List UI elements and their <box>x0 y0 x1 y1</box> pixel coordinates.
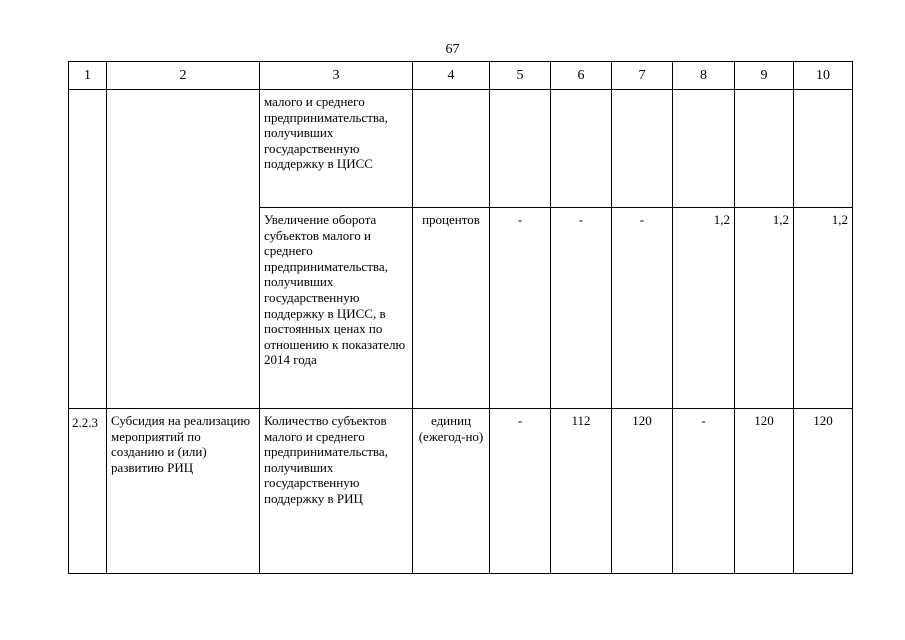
header-cell: 7 <box>612 62 673 90</box>
header-cell: 2 <box>107 62 260 90</box>
header-cell: 4 <box>413 62 490 90</box>
value-cell <box>673 90 735 208</box>
header-cell: 6 <box>551 62 612 90</box>
value-cell <box>612 90 673 208</box>
value-cell: 120 <box>794 409 853 574</box>
value-cell: 1,2 <box>794 208 853 409</box>
value-cell <box>794 90 853 208</box>
value-cell: 1,2 <box>673 208 735 409</box>
table-row <box>69 90 853 208</box>
header-cell: 9 <box>735 62 794 90</box>
value-cell: - <box>551 208 612 409</box>
indicator-table <box>68 61 853 574</box>
value-cell: 120 <box>735 409 794 574</box>
indicator-cell: малого и среднего предпринимательства, получивших государственную поддержку в ЦИСС <box>260 90 413 208</box>
value-cell <box>551 90 612 208</box>
unit-cell: процентов <box>413 208 490 409</box>
row-number-cell: 2.2.3 <box>69 409 107 574</box>
indicator-cell: Количество субъектов малого и среднего предпринимательства, получивших государственную поддержку в РИЦ <box>260 409 413 574</box>
value-cell: 112 <box>551 409 612 574</box>
header-cell: 1 <box>69 62 107 90</box>
measure-cell <box>107 90 260 409</box>
header-cell: 3 <box>260 62 413 90</box>
row-number-cell <box>69 90 107 409</box>
value-cell: 1,2 <box>735 208 794 409</box>
indicator-cell: Увеличение оборота субъектов малого и среднего предпринимательства, получивших государственную поддержку в ЦИСС, в постоянных ценах по отношению к показателю 2014 года <box>260 208 413 409</box>
header-cell: 8 <box>673 62 735 90</box>
value-cell <box>490 90 551 208</box>
value-cell <box>735 90 794 208</box>
value-cell: 120 <box>612 409 673 574</box>
measure-cell: Субсидия на реализацию мероприятий по созданию и (или) развитию РИЦ <box>107 409 260 574</box>
page-number: 67 <box>445 42 460 57</box>
table-row <box>69 409 853 574</box>
value-cell: - <box>490 409 551 574</box>
header-cell: 5 <box>490 62 551 90</box>
unit-cell: единиц (ежегод-но) <box>413 409 490 574</box>
value-cell: - <box>490 208 551 409</box>
header-row <box>69 62 853 90</box>
unit-cell <box>413 90 490 208</box>
header-cell: 10 <box>794 62 853 90</box>
value-cell: - <box>673 409 735 574</box>
value-cell: - <box>612 208 673 409</box>
